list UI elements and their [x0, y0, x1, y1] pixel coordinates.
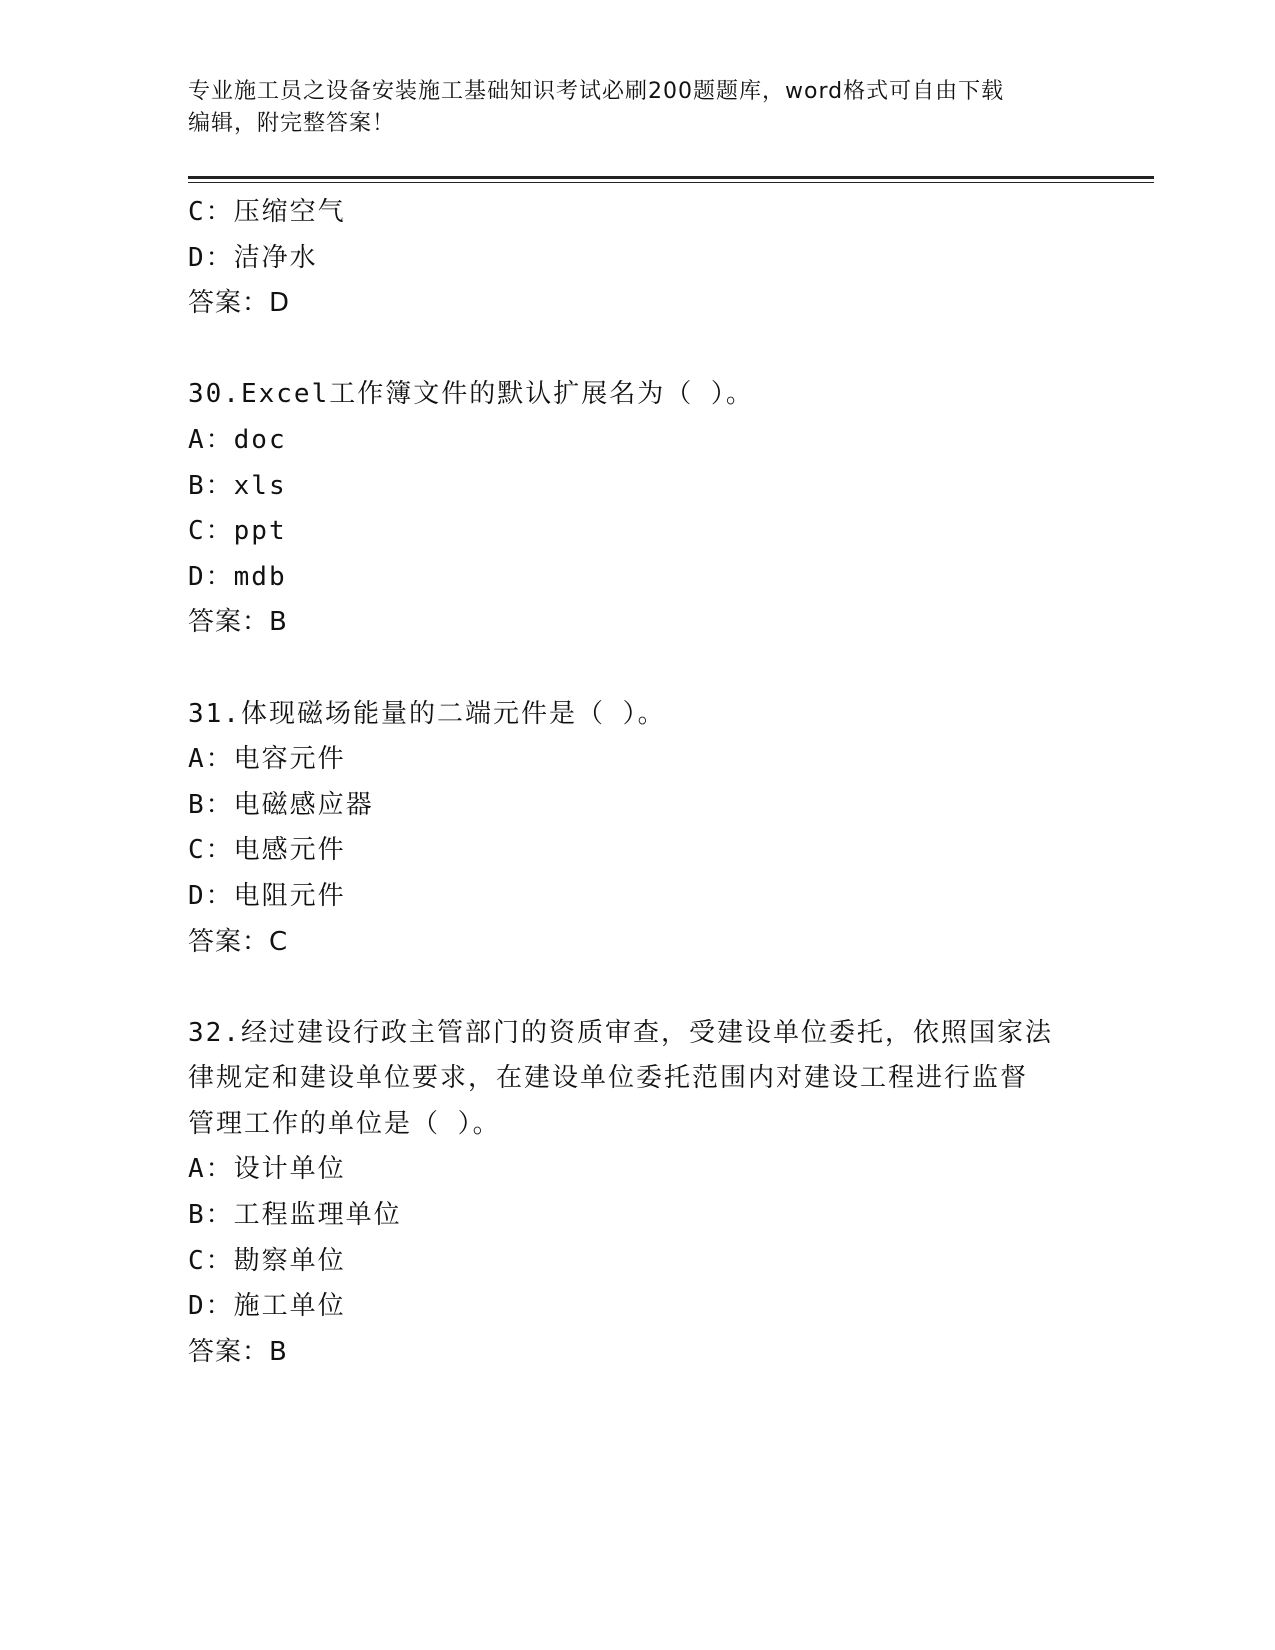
- page-header: [188, 76, 1088, 140]
- option-a: A：doc: [188, 424, 287, 455]
- option-d: D：电阻元件: [188, 880, 346, 911]
- option-c: C：压缩空气: [188, 197, 346, 227]
- spacer: [188, 327, 1108, 373]
- header-divider-thick: [188, 176, 1154, 179]
- answer-label: 答案：B: [188, 607, 288, 638]
- question-stem: 31.体现磁场能量的二端元件是（ ）。: [188, 698, 666, 729]
- spacer: [188, 646, 1108, 692]
- option-d: D：施工单位: [188, 1291, 346, 1322]
- question-31: [188, 692, 1108, 966]
- option-a: A：设计单位: [188, 1154, 346, 1185]
- answer-label: 答案：D: [188, 288, 291, 319]
- header-divider-thin: [188, 182, 1154, 183]
- option-b: B：电磁感应器: [188, 789, 374, 820]
- answer-label: 答案：C: [188, 926, 289, 957]
- question-32: [188, 1011, 1108, 1376]
- option-b: B：工程监理单位: [188, 1200, 402, 1231]
- option-d: D：洁净水: [188, 242, 318, 273]
- spacer: [188, 965, 1108, 1011]
- answer-label: 答案：B: [188, 1336, 288, 1367]
- option-b: B：xls: [188, 470, 287, 501]
- option-d: D：mdb: [188, 561, 287, 592]
- question-stem-line-3: 管理工作的单位是（ ）。: [188, 1108, 501, 1139]
- option-a: A：电容元件: [188, 744, 346, 775]
- question-stem-line-2: 律规定和建设单位要求，在建设单位委托范围内对建设工程进行监督: [188, 1063, 1029, 1094]
- question-stem: 30.Excel工作簿文件的默认扩展名为（ ）。: [188, 379, 754, 410]
- header-title-line-1: 专业施工员之设备安装施工基础知识考试必刷200题题库，word格式可自由下载: [188, 79, 1005, 104]
- question-list: [188, 190, 1108, 1375]
- question-stem-line-1: 32.经过建设行政主管部门的资质审查，受建设单位委托，依照国家法: [188, 1017, 1053, 1048]
- option-c: C：ppt: [188, 516, 287, 547]
- header-title-line-2: 编辑，附完整答案！: [188, 111, 396, 136]
- option-c: C：勘察单位: [188, 1245, 346, 1276]
- option-c: C：电感元件: [188, 835, 346, 866]
- question-29-tail: [188, 190, 1108, 327]
- question-30: [188, 372, 1108, 646]
